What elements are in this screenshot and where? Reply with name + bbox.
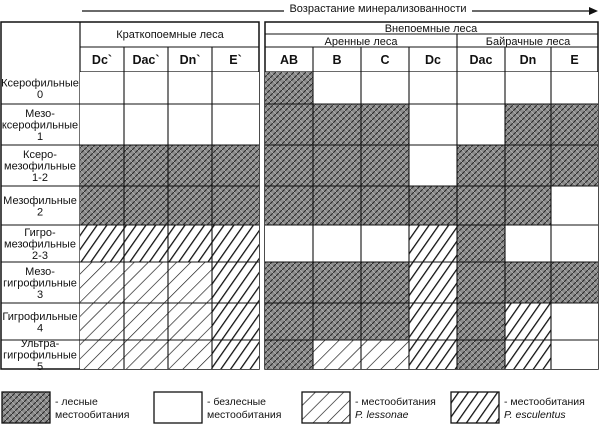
cell-forest [457,145,505,186]
row-label: 0 [36,88,44,101]
cell-open [80,72,124,104]
cell-forest [505,104,551,145]
column-label: E` [229,53,242,67]
cell-forest [409,186,457,225]
cell-open [361,72,409,104]
column-label: B [332,53,342,67]
row-label: 1-2 [32,172,48,184]
group-short-flood: Краткопоемные леса [116,29,224,41]
cell-esculentus [505,340,551,369]
row-label: мезофильные [4,238,76,251]
cell-forest [212,186,259,225]
cell-forest [361,303,409,340]
cell-forest [505,262,551,303]
cell-lessonae [124,262,168,303]
cell-esculentus [505,303,551,340]
cell-forest [551,262,598,303]
row-label: 3 [36,289,44,301]
cell-lessonae [168,340,212,369]
legend-label: - местообитания [504,396,585,408]
cell-forest [265,186,313,225]
cell-open [551,72,598,104]
group-arena: Аренные леса [324,36,398,48]
column-label: Dac` [132,53,160,67]
cell-open [457,104,505,145]
legend-label: P. lessonae [355,409,409,421]
cell-esculentus [409,303,457,340]
cell-open [505,72,551,104]
cell-open [313,225,361,262]
cell-open [551,225,598,262]
row-label: Мезо- [25,108,55,120]
cell-esculentus [168,225,212,262]
legend-label: P. esculentus [504,409,566,421]
cell-lessonae [168,303,212,340]
cell-open [551,186,598,225]
column-label: Dn [519,53,537,67]
column-label: Dc [425,53,441,67]
cell-open [409,145,457,186]
cell-forest [265,340,313,369]
cell-forest [551,104,598,145]
cell-forest [457,303,505,340]
cell-forest [505,145,551,186]
cell-forest [265,104,313,145]
row-label: 2-3 [32,250,48,262]
cell-forest [265,72,313,104]
cell-esculentus [212,303,259,340]
cell-lessonae [124,303,168,340]
cell-forest [124,186,168,225]
cell-open [168,104,212,145]
arrow-label: Возрастание минерализованности [289,3,467,15]
cell-forest [265,145,313,186]
cell-forest [124,145,168,186]
cell-forest [457,186,505,225]
cell-open [505,225,551,262]
column-label: E [570,53,579,67]
legend-swatch [2,392,50,423]
column-label: Dc` [91,53,113,67]
cell-forest [361,186,409,225]
column-label: C [380,53,390,67]
cell-esculentus [124,225,168,262]
group-non-flood: Внепоемные леса [384,23,478,35]
row-label: мезофильные [4,160,76,173]
cell-open [80,104,124,145]
cell-forest [313,104,361,145]
row-label: 4 [36,322,44,335]
row-label: Гигрофильные [2,310,78,323]
cell-lessonae [361,340,409,369]
cell-open [457,72,505,104]
cell-lessonae [80,262,124,303]
cell-open [409,104,457,145]
cell-forest [313,186,361,225]
cell-forest [212,145,259,186]
cell-open [409,72,457,104]
cell-forest [313,262,361,303]
cell-forest [457,225,505,262]
row-label: Ксеро- [23,149,57,161]
legend-label: местообитания [55,409,130,421]
row-label: Ультра- [20,338,60,350]
cell-lessonae [313,340,361,369]
cell-open [124,104,168,145]
legend [2,392,585,423]
cell-esculentus [409,225,457,262]
legend-swatch [154,392,202,423]
row-label: гигрофильные [3,277,77,290]
cell-forest [361,145,409,186]
cell-esculentus [409,340,457,369]
row-label: Ксерофильные [1,77,79,90]
cell-lessonae [124,340,168,369]
row-label: Мезофильные [3,194,77,207]
legend-swatch [302,392,350,423]
column-label: Dn` [179,53,201,67]
column-label: Dac [469,53,493,67]
arrow-head-icon [589,7,598,15]
cell-forest [168,186,212,225]
cell-forest [265,262,313,303]
legend-label: местообитания [207,409,282,421]
cell-open [551,303,598,340]
legend-label: - лесные [55,396,98,408]
row-label: ксерофильные [1,119,79,132]
legend-label: - безлесные [207,396,267,408]
cell-lessonae [80,303,124,340]
cell-esculentus [212,225,259,262]
cell-esculentus [409,262,457,303]
cell-open [212,72,259,104]
cell-open [168,72,212,104]
column-label: AB [279,53,299,67]
cell-forest [361,262,409,303]
cell-forest [505,186,551,225]
cell-esculentus [212,262,259,303]
cell-lessonae [80,340,124,369]
cell-forest [457,262,505,303]
cell-open [265,225,313,262]
cell-open [361,225,409,262]
cell-esculentus [80,225,124,262]
cell-open [313,72,361,104]
legend-swatch [451,392,499,423]
row-label: 2 [36,206,44,219]
cell-open [551,340,598,369]
cell-forest [313,145,361,186]
legend-label: - местообитания [355,396,436,408]
cell-forest [361,104,409,145]
row-label: гигрофильные [3,349,77,362]
row-label: Мезо- [25,266,55,278]
cell-open [212,104,259,145]
row-label: Гигро- [24,227,56,239]
cell-forest [265,303,313,340]
cell-forest [457,340,505,369]
row-label: 5 [36,361,44,373]
row-label: 1 [36,131,44,143]
group-balka: Байрачные леса [485,36,571,48]
cells-layer [80,72,598,369]
cell-forest [80,186,124,225]
cell-open [124,72,168,104]
cell-forest [313,303,361,340]
cell-forest [80,145,124,186]
cell-forest [168,145,212,186]
cell-forest [551,145,598,186]
cell-lessonae [168,262,212,303]
cell-esculentus [212,340,259,369]
